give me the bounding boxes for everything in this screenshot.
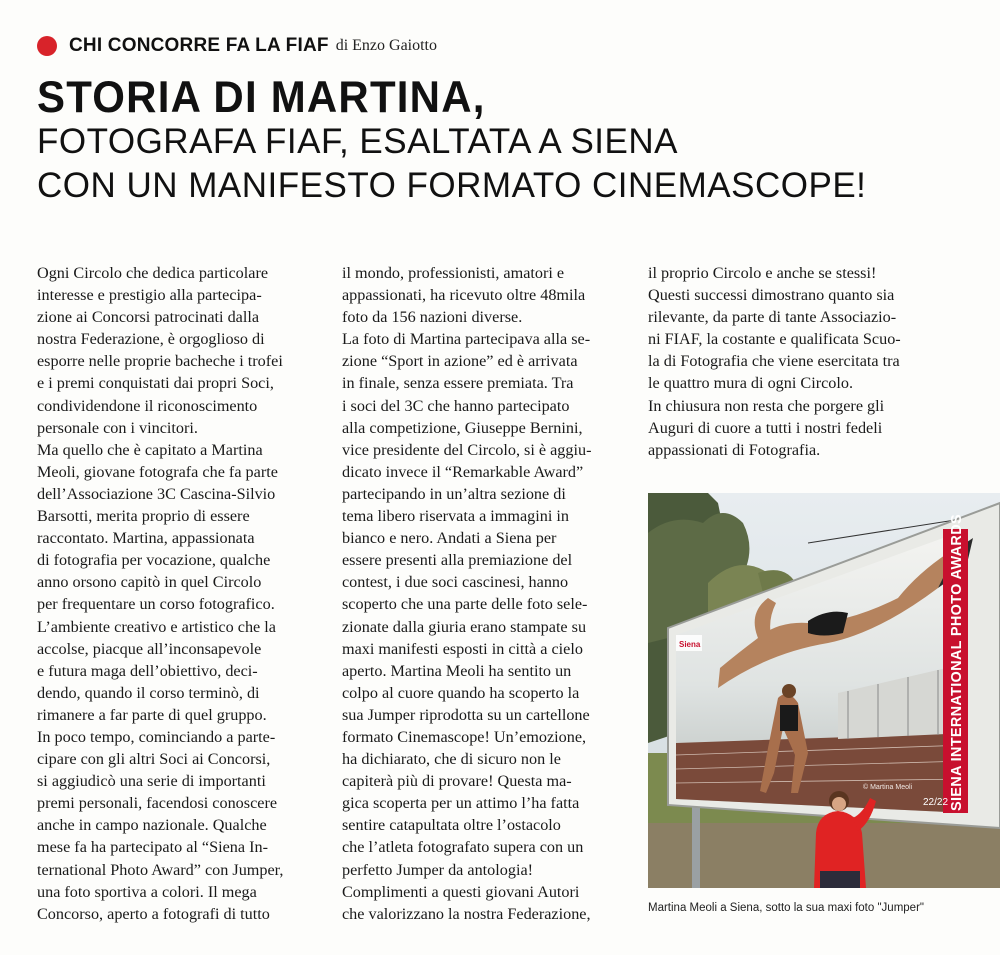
body-line: colpo al cuore quando ha scoperto la: [342, 683, 580, 702]
body-line: accolse, piacque all’inconsapevole: [37, 639, 262, 658]
section-header: [37, 34, 437, 58]
body-line: dell’Associazione 3C Cascina-Silvio: [37, 484, 276, 503]
body-line: In poco tempo, cominciando a parte-: [37, 727, 276, 746]
body-line: appassionati di Fotografia.: [648, 440, 821, 459]
section-label: CHI CONCORRE FA LA FIAF: [69, 35, 329, 56]
headline-line-1: STORIA DI MARTINA,: [37, 72, 486, 122]
headline-line-3: CON UN MANIFESTO FORMATO CINEMASCOPE!: [37, 166, 867, 205]
body-line: si aggiudicò una serie di importanti: [37, 772, 266, 791]
billboard-counter: 22/22: [923, 797, 949, 808]
body-line: e futura maga dell’obiettivo, deci-: [37, 661, 258, 680]
body-column-2: [342, 262, 617, 925]
body-line: perfetto Jumper da antologia!: [342, 860, 534, 879]
body-line: anno orsono capitò in quel Circolo: [37, 573, 262, 592]
billboard-credit: © Martina Meoli: [863, 784, 913, 791]
body-line: il proprio Circolo e anche se stessi!: [648, 264, 877, 282]
body-line: cipare con gli altri Soci ai Concorsi,: [37, 750, 271, 769]
body-line: Barsotti, merita proprio di essere: [37, 507, 250, 526]
body-line: dendo, quando il corso terminò, di: [37, 683, 260, 702]
body-line: ternational Photo Award” con Jumper,: [37, 860, 284, 879]
body-line: premi personali, facendosi conoscere: [37, 794, 278, 813]
billboard-brand: Siena: [679, 640, 701, 649]
body-line: Ogni Circolo che dedica particolare: [37, 264, 269, 282]
body-line: nostra Federazione, è orgoglioso di: [37, 330, 265, 349]
body-line: anche in campo nazionale. Qualche: [37, 816, 267, 835]
body-line: la di Fotografia che viene esercitata tra: [648, 352, 900, 371]
body-line: le quattro mura di ogni Circolo.: [648, 374, 853, 393]
body-line: dicato invece il “Remarkable Award”: [342, 462, 584, 481]
body-line: tema libero riservata a immagini in: [342, 507, 569, 526]
body-line: i soci del 3C che hanno partecipato: [342, 396, 570, 415]
body-line: Auguri di cuore a tutti i nostri fedeli: [648, 418, 883, 437]
body-line: appassionati, ha ricevuto oltre 48mila: [342, 286, 586, 305]
body-line: scoperto che una parte delle foto sele-: [342, 595, 588, 614]
body-line: Meoli, giovane fotografa che fa parte: [37, 462, 278, 481]
headline-line-2: FOTOGRAFA FIAF, ESALTATA A SIENA: [37, 122, 678, 161]
billboard-side-text: SIENA INTERNATIONAL PHOTO AWARDS: [949, 514, 965, 811]
body-line: capiterà più di provare! Questa ma-: [342, 772, 572, 791]
body-line: di fotografia per vocazione, qualche: [37, 551, 271, 570]
body-line: sentire catapultata oltre l’ostacolo: [342, 816, 561, 835]
body-line: rimanere a far parte di quel gruppo.: [37, 705, 267, 724]
body-line: che valorizzano la nostra Federazione,: [342, 904, 591, 923]
body-line: esporre nelle proprie bacheche i trofei: [37, 352, 283, 371]
body-line: interesse e prestigio alla partecipa-: [37, 286, 262, 305]
body-column-3: [648, 262, 968, 461]
body-line: gica scoperta per un attimo l’ha fatta: [342, 794, 580, 813]
body-line: Questi successi dimostrano quanto sia: [648, 286, 895, 305]
body-line: ha dichiarato, che di sicuro non le: [342, 750, 561, 769]
body-line: In chiusura non resta che porgere gli: [648, 396, 885, 415]
body-line: personale con i vincitori.: [37, 418, 198, 437]
body-line: bianco e nero. Andati a Siena per: [342, 529, 557, 548]
billboard-photo-illustration: [648, 493, 1000, 888]
body-line: La foto di Martina partecipava alla se-: [342, 330, 591, 349]
body-line: Complimenti a questi giovani Autori: [342, 882, 580, 901]
body-line: e i premi conquistati dai propri Soci,: [37, 374, 274, 393]
body-line: ni FIAF, la costante e qualificata Scuo-: [648, 330, 901, 349]
body-line: mese fa ha partecipato al “Siena In-: [37, 838, 269, 857]
photo-caption: Martina Meoli a Siena, sotto la sua maxi foto "Jumper": [648, 902, 924, 914]
body-line: una foto sportiva a colori. Il mega: [37, 882, 257, 901]
body-line: Concorso, aperto a fotografi di tutto: [37, 904, 270, 923]
body-line: L’ambiente creativo e artistico che la: [37, 617, 276, 636]
billboard-photo: [648, 493, 1000, 888]
body-line: vice presidente del Circolo, si è aggiu-: [342, 440, 592, 459]
body-line: aperto. Martina Meoli ha sentito un: [342, 661, 572, 680]
body-line: sua Jumper riprodotta su un cartellone: [342, 705, 590, 724]
body-line: contest, i due soci cascinesi, hanno: [342, 573, 569, 592]
body-line: il mondo, professionisti, amatori e: [342, 264, 565, 282]
byline: di Enzo Gaiotto: [335, 37, 437, 54]
body-line: in finale, senza essere premiata. Tra: [342, 374, 574, 393]
article-headline: [37, 72, 977, 208]
body-line: foto da 156 nazioni diverse.: [342, 308, 523, 327]
body-line: rilevante, da parte di tante Associazio-: [648, 308, 897, 327]
body-line: partecipando in un’altra sezione di: [342, 484, 566, 503]
body-line: zionate dalla giuria erano stampate su: [342, 617, 587, 636]
body-line: condividendone il riconoscimento: [37, 396, 258, 415]
body-line: zione ai Concorsi patrocinati dalla: [37, 308, 260, 327]
body-line: raccontato. Martina, appassionata: [37, 529, 255, 548]
body-line: formato Cinemascope! Un’emozione,: [342, 727, 587, 746]
body-line: essere presenti alla premiazione del: [342, 551, 573, 570]
body-column-1: [37, 262, 305, 925]
body-line: maxi manifesti esposti in città a cielo: [342, 639, 583, 658]
red-dot-icon: [37, 36, 57, 56]
body-line: zione “Sport in azione” ed è arrivata: [342, 352, 578, 371]
body-line: per frequentare un corso fotografico.: [37, 595, 275, 614]
body-line: che l’atleta fotografato supera con un: [342, 838, 584, 857]
body-line: alla competizione, Giuseppe Bernini,: [342, 418, 583, 437]
body-line: Ma quello che è capitato a Martina: [37, 440, 263, 459]
